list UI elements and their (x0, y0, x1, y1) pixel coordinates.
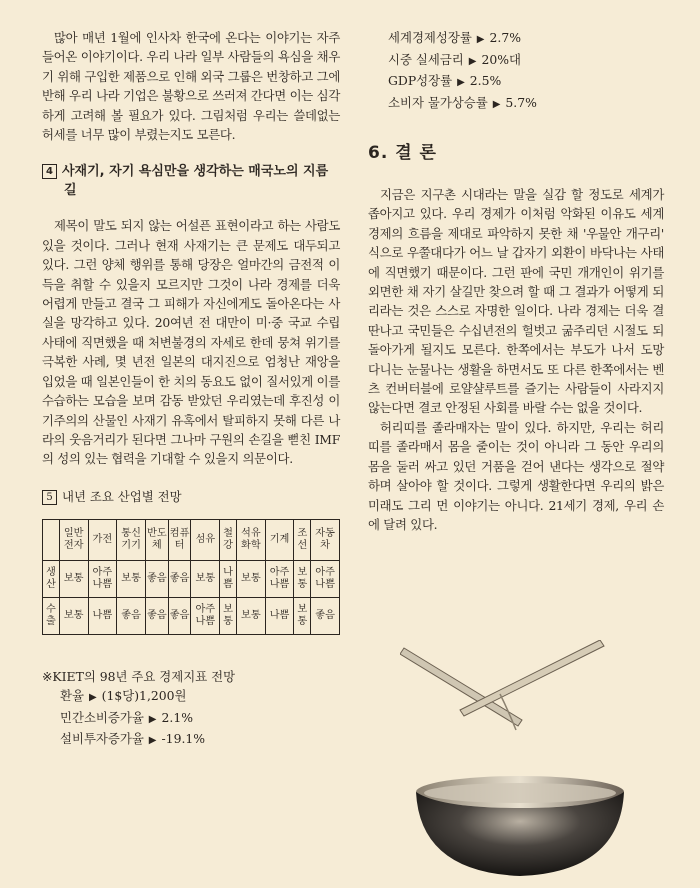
table-cell: 보통 (220, 597, 237, 634)
table-cell: 보통 (59, 560, 88, 597)
indicator-value: 20%대 (481, 51, 521, 67)
table-cell: 좋음 (117, 597, 146, 634)
table-header-cell: 일반전자 (59, 519, 88, 560)
industry-outlook-table (42, 519, 340, 635)
indicator-value: 5.7% (505, 94, 537, 110)
table-cell: 보통 (59, 597, 88, 634)
indicator-value: (1$당)1,200원 (101, 688, 187, 704)
table-header-cell: 섬유 (191, 519, 220, 560)
table-cell: 나쁨 (265, 597, 294, 634)
indicator-row (42, 729, 340, 751)
table-cell: 수출 (43, 597, 60, 634)
economic-indicators-left (42, 667, 340, 751)
right-triangle-icon: ▶ (457, 77, 465, 88)
table-title: 내년 조요 산업별 전망 (62, 488, 182, 504)
table-header-cell: 조선 (294, 519, 311, 560)
table-header-cell (43, 519, 60, 560)
table-cell: 좋음 (168, 597, 191, 634)
table-cell: 보통 (294, 597, 311, 634)
indicator-row (368, 28, 664, 50)
indicator-row (368, 50, 664, 72)
table-header-cell: 컴퓨터 (168, 519, 191, 560)
table-header-cell: 통신기기 (117, 519, 146, 560)
indicator-value: -19.1% (161, 731, 206, 747)
table-cell: 나쁨 (88, 597, 117, 634)
table-cell: 아주나쁨 (265, 560, 294, 597)
section-number-box: 5 (42, 490, 57, 505)
table-cell: 보통 (117, 560, 146, 597)
left-column (42, 28, 340, 751)
section-4-title: 사재기, 자기 욕심만을 생각하는 매국노의 지름길 (62, 164, 329, 199)
table-cell: 나쁨 (220, 560, 237, 597)
chopsticks-bowl-illustration (400, 640, 640, 880)
table-heading (42, 487, 340, 505)
chopsticks-icon (400, 640, 604, 730)
table-row (43, 597, 340, 634)
indicator-label: GDP성장률 (388, 73, 453, 88)
table-row (43, 560, 340, 597)
indicator-row (42, 708, 340, 730)
table-cell: 보통 (236, 597, 265, 634)
table-cell: 좋음 (311, 597, 340, 634)
indicator-label: 설비투자증가율 (60, 731, 144, 747)
indicator-label: 시중 실세금리 (388, 51, 464, 67)
indicator-label: 세계경제성장률 (388, 30, 472, 45)
table-cell: 생산 (43, 560, 60, 597)
section-number-box: 4 (42, 164, 57, 179)
indicator-value: 2.5% (469, 73, 502, 88)
indicator-value: 2.1% (161, 709, 193, 725)
table-header-row (43, 519, 340, 560)
table-header-cell: 기계 (265, 519, 294, 560)
right-triangle-icon: ▶ (148, 713, 157, 725)
table-cell: 보통 (236, 560, 265, 597)
table-header-cell: 철강 (220, 519, 237, 560)
table-cell: 좋음 (145, 597, 168, 634)
right-triangle-icon: ▶ (492, 98, 501, 110)
table-cell: 아주나쁨 (311, 560, 340, 597)
conclusion-paragraph-1: 지금은 지구촌 시대라는 말을 실감 할 정도로 세계가 좁아지고 있다. 우리 경제가 이처럼 악화된 이유도 세계 경제의 흐름을 제대로 파악하지 못한 채 '우물안 개구리' 식으로 우쭐대다가 어느 날 갑자기 외환이 바닥나는 사태에 직면했기 때문이다. 그런 판에 국민 개개인이 위기를 외면한 채 자기 살길만 찾으려 할 때 그 결과가 어떻게 되리라는 것은 스스로 자명한 일이다. 나라 경제는 더욱 결딴나고 국민들은 수십년전의 헐벗고 굶주리던 시절도 되돌아가게 될지도 모른다. 한쪽에서는 부도가 나서 도망 다니는 눈물나는 생활을 하면서도 또 다른 한쪽에서는 벤츠 컨버터블에 로얄샬루트를 즐기는 사람들이 사라지지 않는다면 결코 안정된 사회를 바랄 수는 없을 것이다. (368, 187, 664, 416)
indicator-row (368, 71, 664, 93)
indicator-label: 소비자 물가상승률 (388, 94, 488, 110)
stats-title: ※KIET의 98년 주요 경제지표 전망 (42, 668, 236, 684)
table-cell: 좋음 (168, 560, 191, 597)
right-triangle-icon: ▶ (476, 34, 485, 45)
indicator-label: 환율 (60, 688, 84, 704)
table-cell: 좋음 (145, 560, 168, 597)
section-6-title: 6. 결 론 (368, 143, 437, 163)
economic-indicators-right (368, 28, 664, 114)
conclusion-paragraph-2: 허리띠를 졸라매자는 말이 있다. 하지만, 우리는 허리띠를 졸라매서 몸을 줄이는 것이 아니라 그 동안 우리의 몸을 둘러 싸고 있던 거품을 걷어 낸다는 생각으로 절약하며 살아야 할 것이다. 그렇게 생활한다면 우리의 밝은 미래도 그리 먼 이야기는 아니다. 21세기 경제, 우리 손에 달려 있다. (368, 419, 664, 532)
right-triangle-icon: ▶ (148, 735, 157, 747)
table-cell: 아주나쁨 (191, 597, 220, 634)
bowl-icon (416, 776, 624, 876)
table-header-cell: 자동차 (311, 519, 340, 560)
indicator-row (368, 93, 664, 115)
right-column (368, 28, 664, 534)
table-header-cell: 반도체 (145, 519, 168, 560)
intro-paragraph: 많아 매년 1월에 인사차 한국에 온다는 이야기는 자주 들어온 이야기이다. 우리 나라 일부 사람들의 욕심을 채우기 위해 구입한 제품으로 인해 외국 그룹은 번창하고 그에 반해 우리 나라 기업은 불황으로 쓰러져 간다면 이는 심각하게 고려해 볼 필요가 있다. 그림처럼 우리는 쓸데없는 허세를 너무 많이 부렸는지도 모른다. (42, 30, 340, 143)
table-cell: 보통 (294, 560, 311, 597)
table-cell: 보통 (191, 560, 220, 597)
table-cell: 아주나쁨 (88, 560, 117, 597)
indicator-label: 민간소비증가율 (60, 709, 144, 725)
indicator-row (42, 686, 340, 708)
right-triangle-icon: ▶ (468, 55, 477, 67)
table-header-cell: 가전 (88, 519, 117, 560)
section-4-heading (42, 162, 340, 200)
table-header-cell: 석유화학 (236, 519, 265, 560)
indicator-value: 2.7% (489, 30, 521, 45)
right-triangle-icon: ▶ (88, 692, 97, 704)
section-4-paragraph: 제목이 말도 되지 않는 어설픈 표현이라고 하는 사람도 있을 것이다. 그러나 현재 사재기는 큰 문제도 대두되고 있다. 그런 양체 행위를 통해 당장은 얼마간의 금전적 이득을 취할 수 있을지 모르지만 그것이 나라 경제를 더욱 어렵게 만들고 결국 그 피해가 자신에게도 돌아온다는 사실을 망각하고 있다. 20여년 전 대만이 미·중 국교 수립 사태에 직면했을 때 처변불경의 자세로 한데 뭉쳐 위기를 극복한 사례, 몇 년전 일본의 대지진으로 엄청난 재앙을 입었을 때 일본인들이 한 치의 동요도 없이 질서있게 이를 수습하는 모습을 보며 감동 받았던 우리였는데 후진성 이기주의의 산물인 사재기 유혹에서 탈피하지 못해 다른 나라의 웃음거리가 된다면 그나마 구원의 손길을 뻗친 IMF의 성의 있는 협력을 기대할 수 있을지 의문이다. (42, 218, 340, 467)
